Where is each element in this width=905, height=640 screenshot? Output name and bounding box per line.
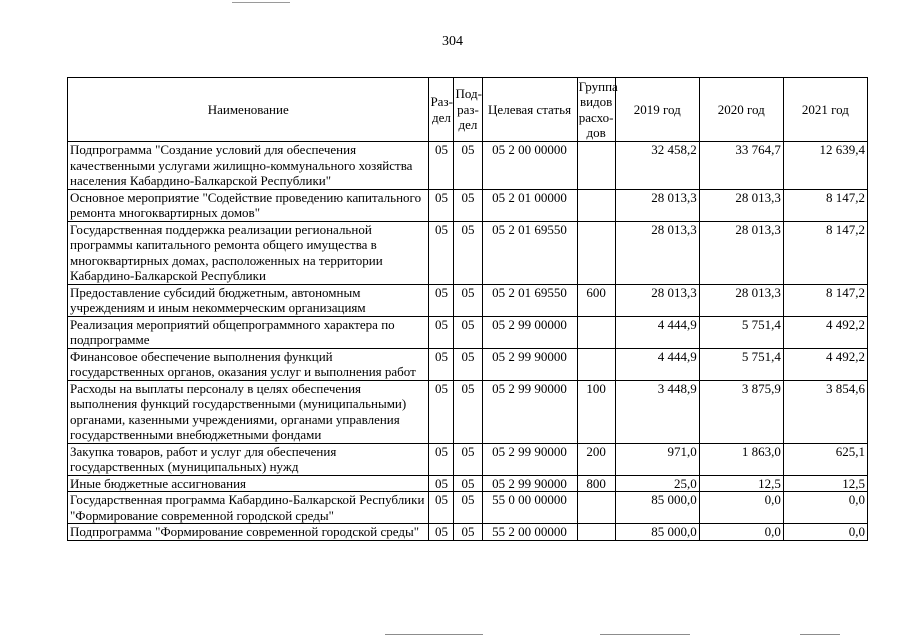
row-2021-value: 625,1 [783,443,867,475]
table-body [68,142,868,541]
row-2020-value: 0,0 [699,524,783,541]
row-2020-value: 0,0 [699,492,783,524]
row-target-item-cell: 05 2 99 00000 [482,316,577,348]
row-target-item-cell: 55 0 00 00000 [482,492,577,524]
row-name-cell: Предоставление субсидий бюджетным, автономным учреждениям и иным некоммерческим организациям [68,284,429,316]
row-target-item-cell: 05 2 01 69550 [482,221,577,284]
header-subsection: Под-раз-дел [454,78,482,142]
row-expense-group-cell [577,189,615,221]
row-subsection-cell: 05 [454,475,482,492]
row-name-cell: Реализация мероприятий общепрограммного характера по подпрограмме [68,316,429,348]
row-target-item-cell: 05 2 00 00000 [482,142,577,190]
scan-edge-line [600,634,690,635]
row-target-item-cell: 05 2 99 90000 [482,443,577,475]
row-section-cell: 05 [429,348,454,380]
header-2021: 2021 год [783,78,867,142]
table-row [68,221,868,284]
scan-edge-line [232,0,290,3]
row-name-cell: Закупка товаров, работ и услуг для обеспечения государственных (муниципальных) нужд [68,443,429,475]
row-expense-group-cell [577,221,615,284]
row-section-cell: 05 [429,142,454,190]
header-section: Раз-дел [429,78,454,142]
row-2019-value: 4 444,9 [615,348,699,380]
row-subsection-cell: 05 [454,221,482,284]
table-row [68,492,868,524]
row-section-cell: 05 [429,221,454,284]
budget-table [67,77,868,541]
row-name-cell: Расходы на выплаты персоналу в целях обеспечения выполнения функций государственными (муниципальными) органами, казенными учреждениями, органами управления государственными внебюджетными фондами [68,380,429,443]
row-name-cell: Государственная поддержка реализации региональной программы капитального ремонта общего имущества в многоквартирных домах, расположенных на территории Кабардино-Балкарской Республики [68,221,429,284]
row-expense-group-cell: 200 [577,443,615,475]
row-subsection-cell: 05 [454,189,482,221]
row-2020-value: 28 013,3 [699,284,783,316]
row-2020-value: 12,5 [699,475,783,492]
row-name-cell: Иные бюджетные ассигнования [68,475,429,492]
table-row [68,380,868,443]
row-2019-value: 28 013,3 [615,221,699,284]
row-2020-value: 28 013,3 [699,189,783,221]
row-subsection-cell: 05 [454,348,482,380]
row-2021-value: 12 639,4 [783,142,867,190]
row-2021-value: 0,0 [783,524,867,541]
row-2020-value: 5 751,4 [699,348,783,380]
row-expense-group-cell [577,142,615,190]
row-target-item-cell: 55 2 00 00000 [482,524,577,541]
row-section-cell: 05 [429,380,454,443]
row-name-cell: Государственная программа Кабардино-Балкарской Республики "Формирование современной городской среды" [68,492,429,524]
row-name-cell: Основное мероприятие "Содействие проведению капитального ремонта многоквартирных домов" [68,189,429,221]
row-2020-value: 3 875,9 [699,380,783,443]
row-section-cell: 05 [429,492,454,524]
header-2019: 2019 год [615,78,699,142]
row-2019-value: 28 013,3 [615,284,699,316]
table-row [68,443,868,475]
row-subsection-cell: 05 [454,524,482,541]
row-target-item-cell: 05 2 99 90000 [482,348,577,380]
table-row [68,142,868,190]
row-2019-value: 85 000,0 [615,524,699,541]
row-2021-value: 8 147,2 [783,189,867,221]
table-row [68,284,868,316]
row-name-cell: Финансовое обеспечение выполнения функций государственных органов, оказания услуг и выполнения работ [68,348,429,380]
row-expense-group-cell [577,524,615,541]
row-2021-value: 4 492,2 [783,348,867,380]
row-2019-value: 971,0 [615,443,699,475]
row-expense-group-cell: 100 [577,380,615,443]
row-expense-group-cell: 600 [577,284,615,316]
row-section-cell: 05 [429,316,454,348]
table-row [68,348,868,380]
table-row [68,189,868,221]
table-row [68,524,868,541]
header-expense-group: Группа видов расхо-дов [578,78,618,140]
header-target-item: Целевая статья [482,78,577,142]
row-2019-value: 85 000,0 [615,492,699,524]
row-target-item-cell: 05 2 99 90000 [482,380,577,443]
row-2021-value: 4 492,2 [783,316,867,348]
row-subsection-cell: 05 [454,492,482,524]
row-section-cell: 05 [429,443,454,475]
scan-edge-line [385,634,483,635]
row-2021-value: 8 147,2 [783,284,867,316]
page-number: 304 [442,34,463,49]
table-header-row [68,78,868,142]
row-2020-value: 33 764,7 [699,142,783,190]
row-target-item-cell: 05 2 99 90000 [482,475,577,492]
row-subsection-cell: 05 [454,142,482,190]
row-2021-value: 3 854,6 [783,380,867,443]
row-2020-value: 1 863,0 [699,443,783,475]
row-2019-value: 4 444,9 [615,316,699,348]
row-expense-group-cell: 800 [577,475,615,492]
table-row [68,475,868,492]
row-subsection-cell: 05 [454,316,482,348]
header-2020: 2020 год [699,78,783,142]
row-2021-value: 0,0 [783,492,867,524]
header-name: Наименование [68,78,429,142]
row-expense-group-cell [577,348,615,380]
row-name-cell: Подпрограмма "Формирование современной городской среды" [68,524,429,541]
row-2019-value: 28 013,3 [615,189,699,221]
row-2020-value: 28 013,3 [699,221,783,284]
row-2021-value: 12,5 [783,475,867,492]
scan-edge-line [800,634,840,635]
row-section-cell: 05 [429,284,454,316]
row-section-cell: 05 [429,475,454,492]
row-2019-value: 32 458,2 [615,142,699,190]
row-2019-value: 3 448,9 [615,380,699,443]
row-2020-value: 5 751,4 [699,316,783,348]
row-section-cell: 05 [429,189,454,221]
row-name-cell: Подпрограмма "Создание условий для обеспечения качественными услугами жилищно-коммунального хозяйства населения Кабардино-Балкарской Республики" [68,142,429,190]
row-target-item-cell: 05 2 01 00000 [482,189,577,221]
row-2019-value: 25,0 [615,475,699,492]
row-section-cell: 05 [429,524,454,541]
row-expense-group-cell [577,316,615,348]
table-row [68,316,868,348]
row-target-item-cell: 05 2 01 69550 [482,284,577,316]
row-expense-group-cell [577,492,615,524]
row-subsection-cell: 05 [454,284,482,316]
row-subsection-cell: 05 [454,380,482,443]
row-subsection-cell: 05 [454,443,482,475]
row-2021-value: 8 147,2 [783,221,867,284]
